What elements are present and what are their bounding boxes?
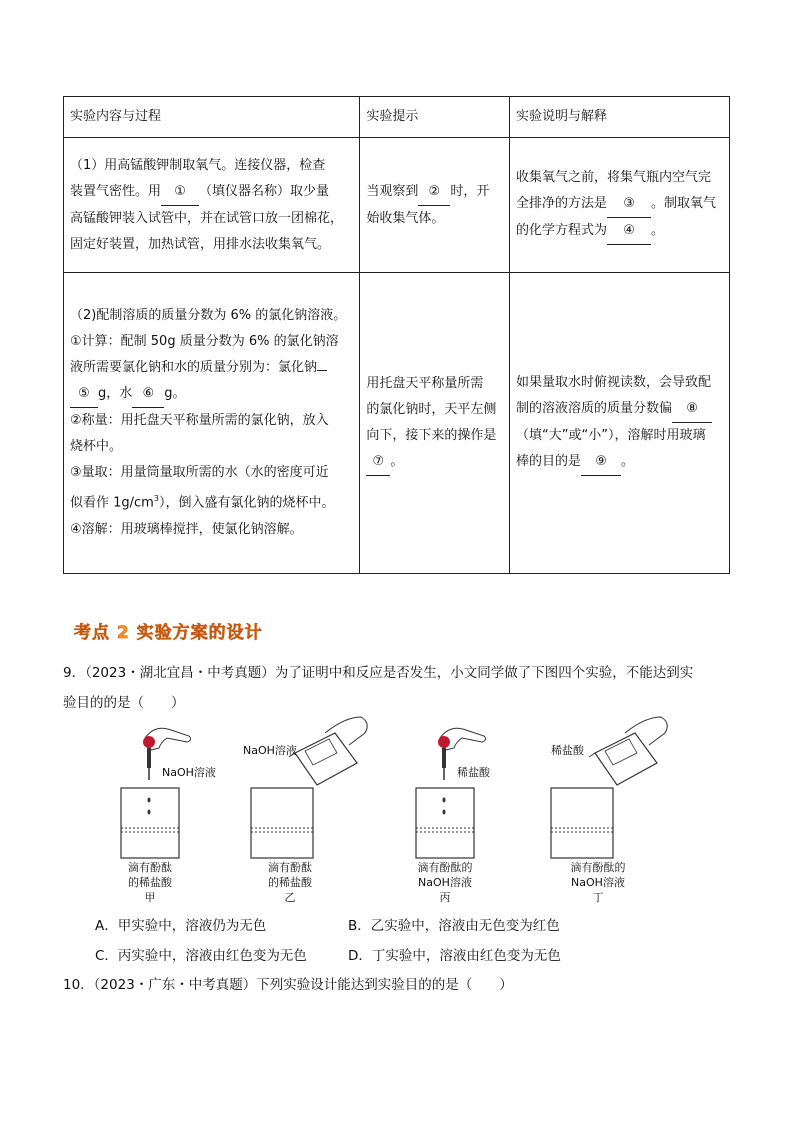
question-9-line2: 验目的的是（ ）	[63, 695, 185, 711]
option-c[interactable]: C．丙实验中，溶液由红色变为无色	[95, 948, 307, 964]
header-content: 实验内容与过程	[64, 97, 360, 138]
row2-hint: 用托盘天平称量所需 的氯化钠时，天平左侧 向下，接下来的操作是 ⑦ 。	[360, 273, 510, 574]
experiment-table	[63, 96, 730, 574]
section-heading: 考点 2 实验方案的设计	[74, 623, 263, 643]
blank-1: ①	[161, 179, 199, 206]
option-b[interactable]: B．乙实验中，溶液由无色变为红色	[348, 918, 560, 934]
figure-yi	[245, 715, 375, 860]
blank-9: ⑨	[581, 449, 621, 476]
blank-2: ②	[418, 179, 450, 206]
figure-yi-label: 滴有酚酞 的稀盐酸 乙	[268, 861, 312, 904]
question-9-line1: 9．（2023・湖北宜昌・中考真题）为了证明中和反应是否发生，小文同学做了下图四个实验，不能达到实	[63, 665, 694, 681]
row1-hint: 当观察到 ② 时，开 始收集气体。	[360, 138, 510, 273]
blank-5: ⑤	[70, 381, 98, 408]
figure-ding-reagent: 稀盐酸	[551, 744, 584, 757]
figure-yi-reagent: NaOH溶液	[243, 744, 297, 757]
row1-content: （1）用高锰酸钾制取氧气。连接仪器，检查 装置气密性。用 ① （填仪器名称）取少量 高锰酸钾装入试管中，并在试管口放一团棉花， 固定好装置，加热试管，用排水法收集氧气。	[64, 138, 360, 273]
blank-7: ⑦	[366, 449, 390, 476]
figure-jia-reagent: NaOH溶液	[162, 766, 216, 779]
figure-ding	[545, 715, 675, 860]
blank-8: ⑧	[672, 396, 712, 423]
figure-ding-label: 滴有酚酞的 NaOH溶液 丁	[570, 861, 626, 904]
blank-3: ③	[607, 191, 651, 218]
figure-jia	[115, 720, 235, 860]
option-d[interactable]: D．丁实验中，溶液由红色变为无色	[348, 948, 561, 964]
row2-content: （2)配制溶质的质量分数为 6% 的氯化钠溶液。 ①计算：配制 50g 质量分数为 6% 的氯化钠溶 液所需要氯化钠和水的质量分别为：氯化钠 ⑤ g，水 ⑥ g。 ②称量：用托盘天平称量所需的氯化钠，放入 烧杯中。 ③量取：用量筒量取所需的水（水的密度可近 似看作 $1g/cm^3$），倒入盛有氯化钠的烧杯中。 ④溶解：用玻璃棒搅拌，使氯化钠溶解。	[64, 273, 360, 574]
header-explain: 实验说明与解释	[510, 97, 730, 138]
figure-bing-label: 滴有酚酞的 NaOH溶液 丙	[417, 861, 473, 904]
header-hint: 实验提示	[360, 97, 510, 138]
question-10: 10．（2023・广东・中考真题）下列实验设计能达到实验目的的是（ ）	[63, 977, 513, 993]
blank-4: ④	[607, 218, 651, 245]
figure-jia-label: 滴有酚酞 的稀盐酸 甲	[128, 861, 172, 904]
blank-6: ⑥	[132, 381, 164, 408]
figure-bing-reagent: 稀盐酸	[457, 766, 490, 779]
figure-bing	[410, 720, 530, 860]
row2-explain: 如果量取水时俯视读数，会导致配 制的溶液溶质的质量分数偏 ⑧ （填“大”或“小”），溶解时用玻璃 棒的目的是 ⑨ 。	[510, 273, 730, 574]
option-a[interactable]: A．甲实验中，溶液仍为无色	[95, 918, 267, 934]
row1-explain: 收集氧气之前，将集气瓶内空气完 全排净的方法是 ③ 。制取氧气 的化学方程式为 ④ 。	[510, 138, 730, 273]
